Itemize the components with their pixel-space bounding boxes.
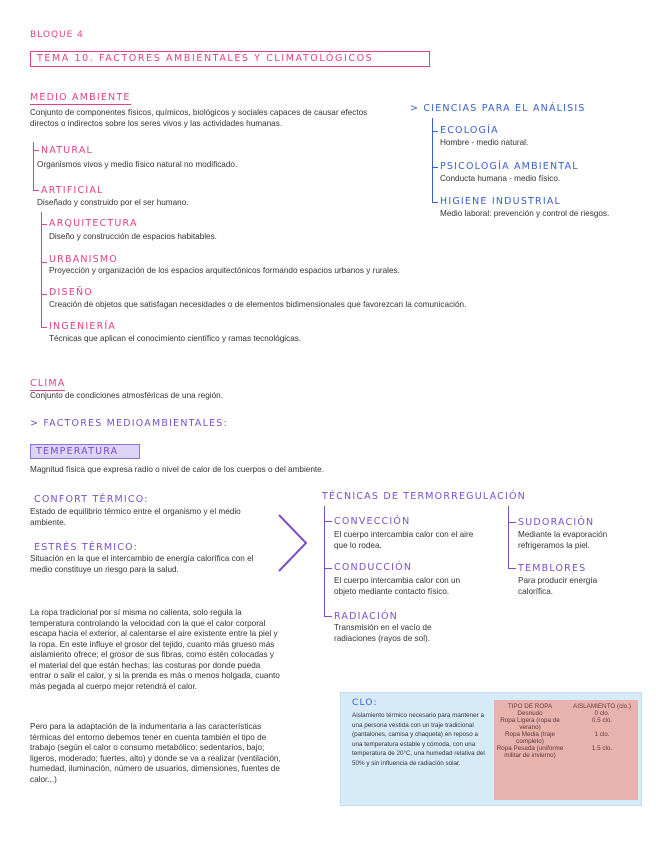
radiacion-title: RADIACIÓN (334, 611, 398, 622)
artificial-title: ARTIFICIAL (41, 185, 104, 196)
tree-line (324, 521, 332, 522)
table-cell: Ropa Media (traje completo) (504, 731, 556, 745)
urbanismo-text: Proyección y organización de los espacios arquitectónicos formando espacios urbanos y rurales. (49, 266, 400, 275)
table-cell: 0 clo. (594, 710, 610, 717)
table-cell: 0.5 clo. (591, 717, 613, 724)
psicologia-text: Conducta humana - medio físico. (440, 174, 561, 183)
tree-line (324, 616, 332, 617)
tree-line (508, 522, 516, 523)
artificial-text: Diseñado y construido por el ser humano. (37, 198, 189, 207)
tecnicas-title: TÉCNICAS DE TERMORREGULACIÓN (322, 491, 526, 502)
table-header: TIPO DE ROPA (507, 703, 553, 710)
estres-title: ESTRÉS TÉRMICO: (34, 542, 139, 553)
tema-title: TEMA 10. FACTORES AMBIENTALES Y CLIMATOLÓGICOS (37, 53, 374, 64)
urbanismo-title: URBANISMO (49, 254, 118, 265)
ropa-paragraph: La ropa tradicional por sí misma no calienta, solo regula la temperatura controlando la velocidad con la que el calor corporal escapa hacia el exterior, al calentarse el aire existente entre la piel y la ropa. En este influye el grosor del tejido, cuanto más grueso más aislamiento ofrece; el grosor de sus fibras, como estén colocadas y el material del que están hechas; las costuras por donde pueda entrar o salir el calor, y si la prenda es más o menos holgada, cuanto más pegada al cuerpo mejor retendrá el calor. (30, 608, 280, 691)
tree-line (41, 294, 47, 295)
tree-line (324, 506, 325, 616)
arquitectura-text: Diseño y construcción de espacios habitables. (49, 232, 217, 241)
confort-text: Estado de equilibrio térmico entre el organismo y el medio ambiente. (30, 507, 241, 527)
clima-title: CLIMA (30, 378, 66, 389)
medio-ambiente-title: MEDIO AMBIENTE (30, 92, 131, 103)
table-row (494, 710, 638, 717)
table-row (494, 745, 638, 759)
tree-line (33, 150, 39, 151)
natural-text: Organismos vivos y medio físico natural no modificado. (37, 160, 238, 169)
table-header: AISLAMIENTO (clo.) (573, 703, 631, 710)
temperatura-title: TEMPERATURA (36, 446, 119, 457)
diseno-title: DISEÑO (49, 287, 93, 298)
temblores-title: TEMBLORES (518, 563, 587, 574)
table-cell: 1.5 clo. (591, 745, 613, 752)
table-cell: Desnudo (517, 710, 543, 717)
tree-line (508, 568, 516, 569)
ecologia-title: ECOLOGÍA (440, 125, 499, 136)
tree-line (432, 202, 438, 203)
tree-line (432, 131, 438, 132)
conduccion-text: El cuerpo intercambia calor con un objeto mediante contacto físico. (334, 576, 461, 596)
table-cell: 1 clo. (594, 731, 610, 738)
higiene-text: Medio laboral: prevención y control de riesgos. (440, 209, 610, 218)
tree-line (41, 224, 47, 225)
temperatura-text: Magnitud física que expresa radio o nivel de calor de los cuerpos o del ambiente. (30, 465, 325, 474)
conveccion-text: El cuerpo intercambia calor con el aire que lo rodea. (334, 530, 474, 550)
clo-title: CLO: (352, 698, 378, 708)
table-cell: Ropa Pesada (uniforme militar de invierno) (496, 745, 564, 759)
diseno-text: Creación de objetos que satisfagan necesidades o de elementos bidimensionales que favorezcan la comunicación. (49, 300, 467, 309)
radiacion-text: Transmisión en el vacío de radiaciones (rayos de sol). (334, 623, 432, 643)
bloque-label: BLOQUE 4 (30, 30, 84, 40)
table-row (494, 731, 638, 745)
psicologia-title: PSICOLOGÍA AMBIENTAL (440, 161, 579, 172)
conduccion-title: CONDUCCIÓN (334, 562, 413, 573)
estres-text: Situación en la que el intercambio de energía calorífica con el medio constituye un riesgo para la salud. (30, 554, 254, 574)
clo-text: Aislamiento térmico necesario para mantener a una persona vestida con un traje tradicional (pantalones, camisa y chaqueta) en reposo a una temperatura estable y cómoda, con una temperatura de 20°C, una humedad relativa del 50% y sin influencia de radiación solar. (352, 712, 485, 767)
ecologia-text: Hombre - medio natural. (440, 138, 529, 147)
confort-title: CONFORT TÉRMICO: (34, 494, 149, 505)
factores-title: > FACTORES MEDIOAMBIENTALES: (30, 418, 228, 429)
tree-line (324, 568, 332, 569)
clima-text: Conjunto de condiciones atmosféricas de una región. (30, 391, 223, 400)
tree-line (432, 167, 438, 168)
higiene-title: HIGIENE INDUSTRIAL (440, 196, 562, 207)
temblores-text: Para producir energía calorífica. (518, 576, 598, 596)
tree-line (33, 190, 39, 191)
chevron-right-icon (276, 512, 310, 574)
ingenieria-title: INGENIERÍA (49, 321, 117, 332)
ciencias-title: > CIENCIAS PARA EL ANÁLISIS (410, 103, 586, 114)
arquitectura-title: ARQUITECTURA (49, 218, 138, 229)
conveccion-title: CONVECCIÓN (334, 516, 411, 527)
tree-line (41, 212, 42, 327)
medio-ambiente-description: Conjunto de componentes físicos, químicos, biológicos y sociales capaces de causar efectos directos o indirectos sobre los seres vivos y las actividades humanas. (30, 108, 368, 128)
sudoracion-title: SUDORACIÓN (518, 517, 595, 528)
adaptacion-paragraph: Pero para la adaptación de la indumentaria a las características térmicas del entorno debemos tener en cuenta también el tipo de trabajo (según el calor o consumo metabólico: sedentarios, bajo; ligeros, moderado; fuertes, alto) y donde se va a realizar (ventilación, humedad, iluminación, número de usuarios, dimensiones, fuentes de calor...) (30, 722, 281, 784)
table-row (494, 717, 638, 731)
tree-line (508, 506, 509, 568)
ingenieria-text: Técnicas que aplican el conocimiento científico y ramas tecnológicas. (49, 334, 302, 343)
tree-line (41, 262, 47, 263)
natural-title: NATURAL (41, 145, 94, 156)
tree-line (41, 327, 47, 328)
clo-table (494, 700, 638, 800)
sudoracion-text: Mediante la evaporación refrigeramos la piel. (518, 530, 608, 550)
table-cell: Ropa Ligera (ropa de verano) (500, 717, 560, 731)
